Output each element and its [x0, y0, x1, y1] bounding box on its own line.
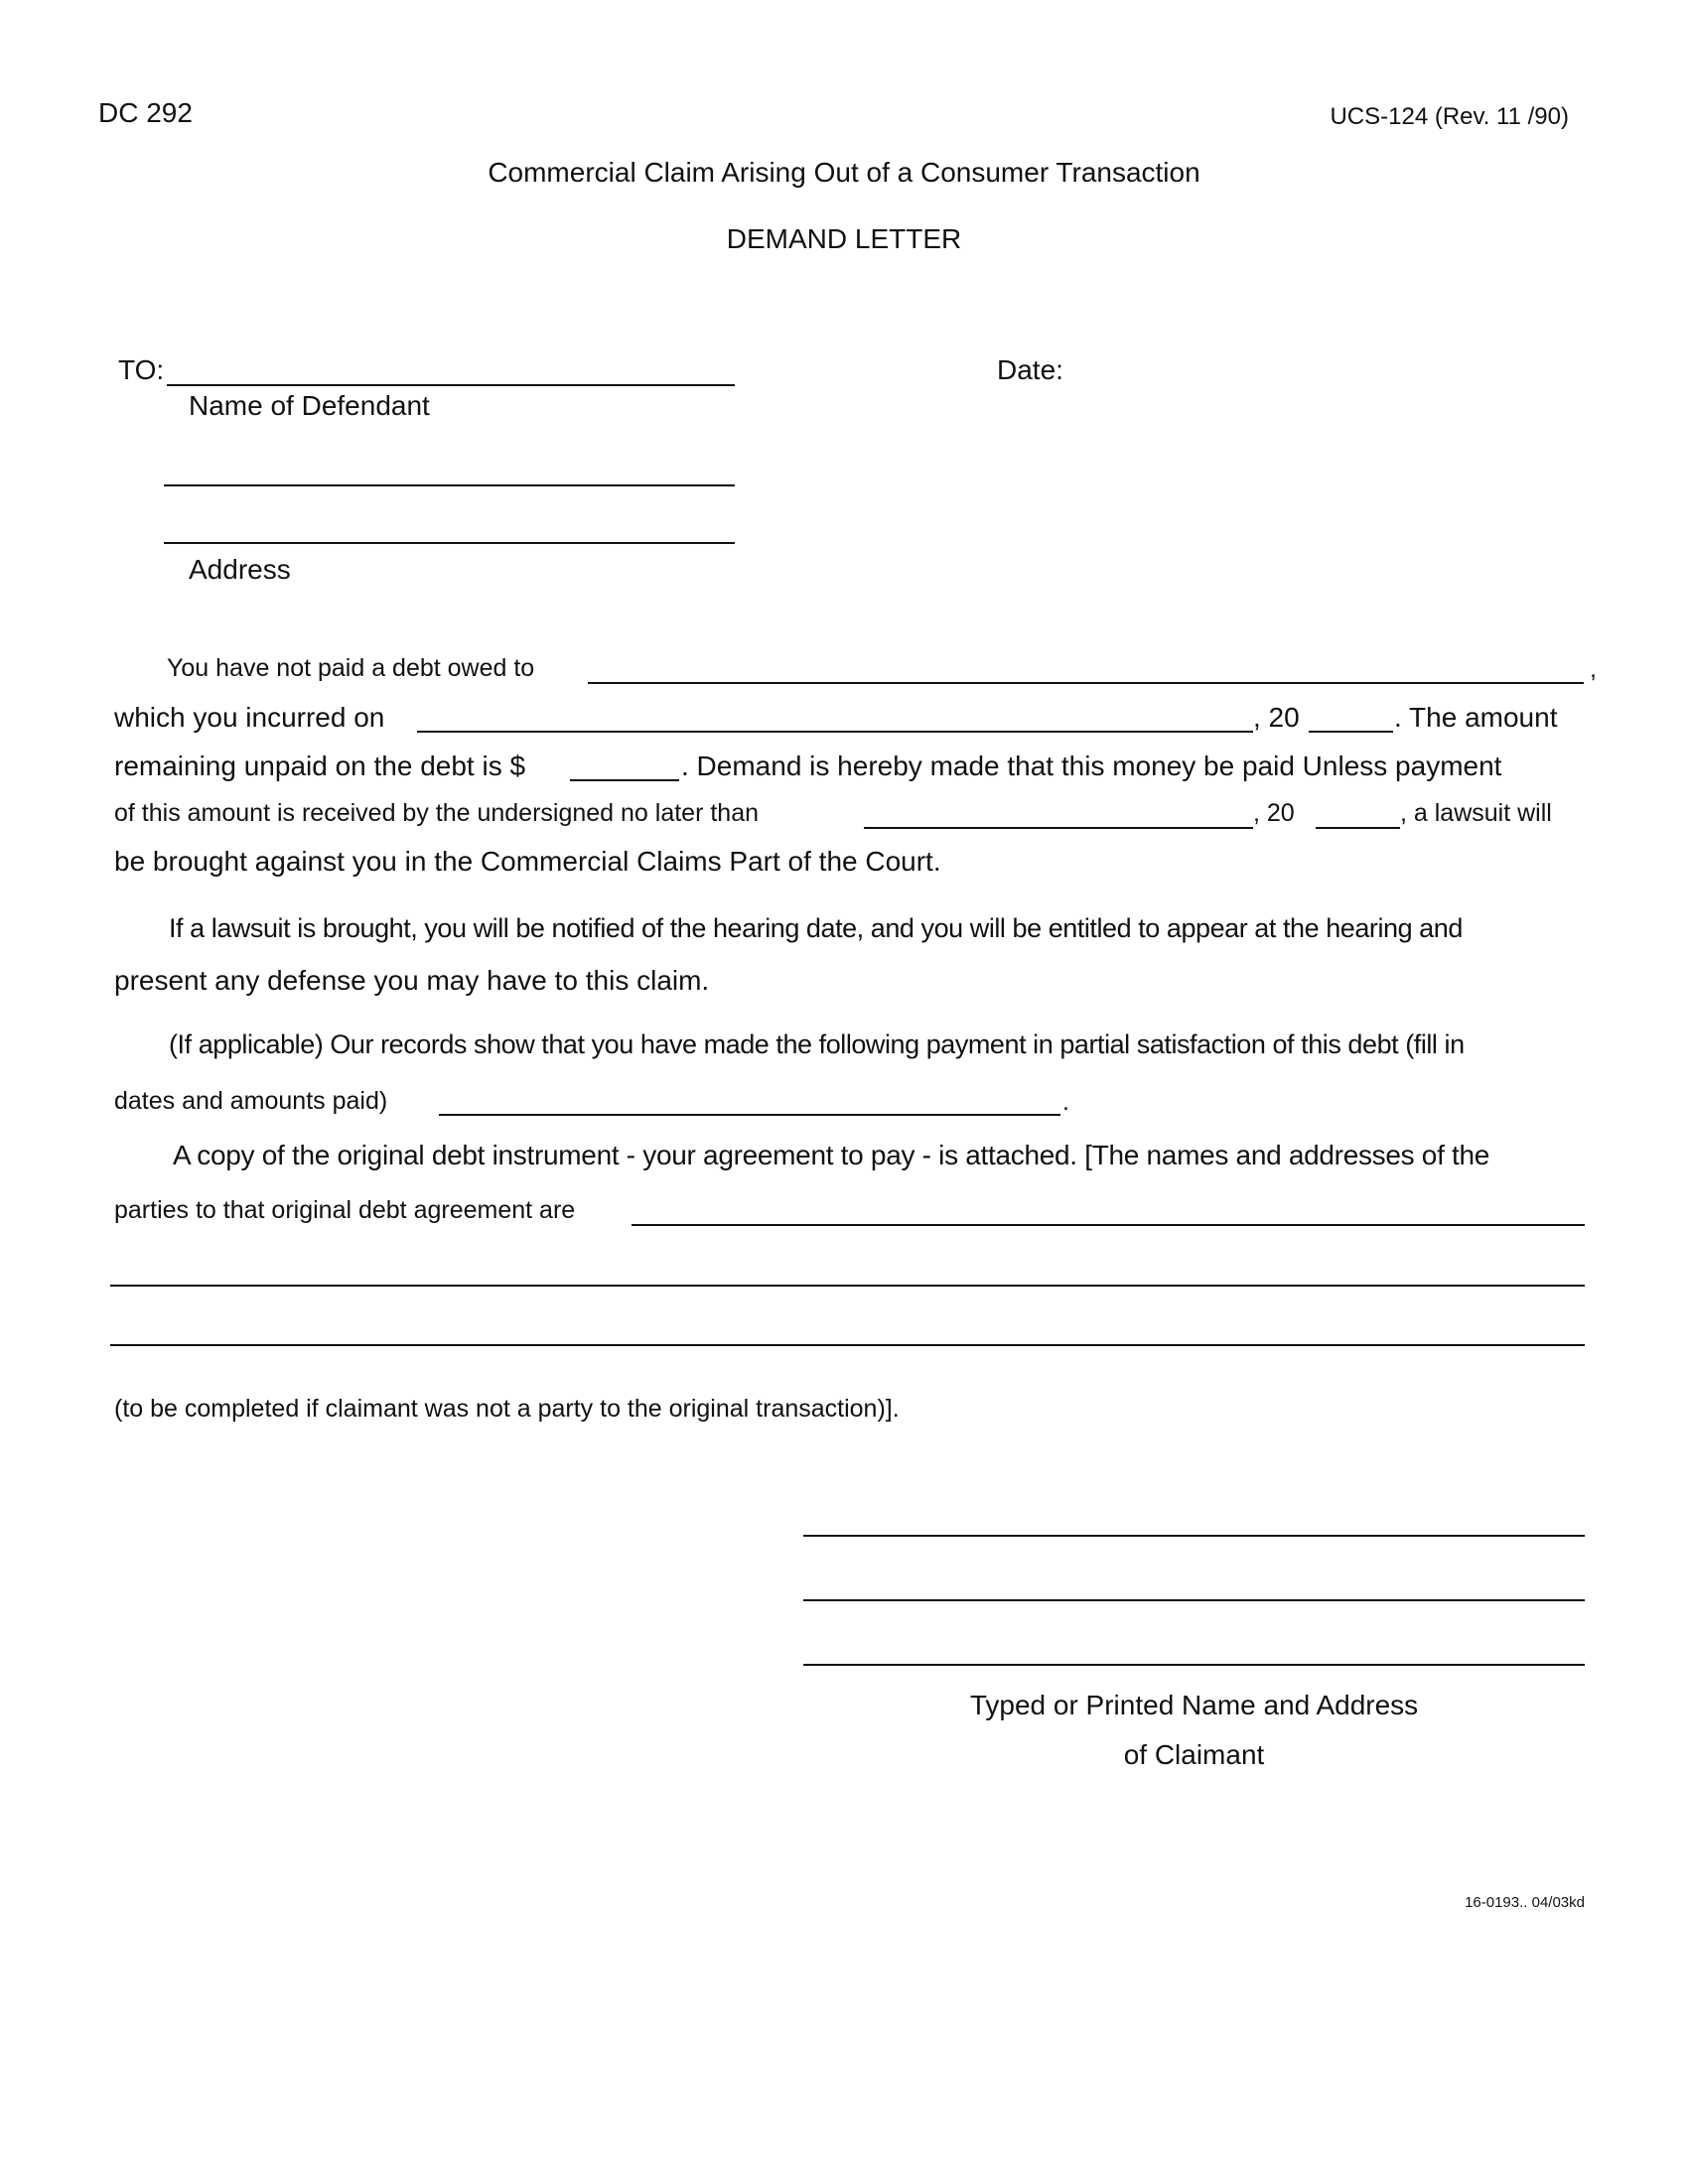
claimant-line2-field[interactable] [803, 1599, 1585, 1601]
incurred-year-field[interactable] [1309, 731, 1393, 733]
deadline-year-field[interactable] [1316, 827, 1400, 829]
payments-period: . [1062, 1088, 1069, 1116]
incurred-date-field[interactable] [417, 731, 1253, 733]
deadline-text: of this amount is received by the undersigned no later than [114, 799, 760, 827]
claimant-caption-line2: of Claimant [1123, 1739, 1265, 1770]
amount-text: . The amount [1394, 702, 1558, 733]
unpaid-amount-text: remaining unpaid on the debt is $ [114, 751, 526, 781]
claimant-caption-line1: Typed or Printed Name and Address [969, 1690, 1419, 1720]
debt-owed-comma: , [1590, 655, 1597, 683]
incurred-year-prefix: , 20 [1253, 702, 1300, 733]
claimant-note-text: (to be completed if claimant was not a party to the original transaction)]. [114, 1395, 900, 1423]
form-title: Commercial Claim Arising Out of a Consumer Transaction [488, 157, 1200, 188]
parties-text: parties to that original debt agreement are [114, 1196, 576, 1224]
defendant-address-line2-field[interactable] [164, 542, 735, 544]
form-subtitle: DEMAND LETTER [726, 223, 962, 254]
claimant-line3-field[interactable] [803, 1664, 1585, 1666]
date-label: Date: [997, 354, 1063, 385]
form-revision: UCS-124 (Rev. 11 /90) [1330, 103, 1569, 130]
deadline-year-prefix: , 20 [1253, 799, 1295, 827]
parties-field-line1[interactable] [632, 1224, 1585, 1226]
defense-text: present any defense you may have to this claim. [114, 965, 710, 996]
address-caption: Address [189, 554, 291, 585]
form-code: DC 292 [98, 97, 193, 128]
court-text: be brought against you in the Commercial Claims Part of the Court. [114, 846, 941, 877]
lawsuit-notice-text: If a lawsuit is brought, you will be notified of the hearing date, and you will be entitled to appear at the hearing and [169, 913, 1463, 943]
footer-code: 16-0193.. 04/03kd [1465, 1894, 1585, 1911]
incurred-on-text: which you incurred on [114, 702, 385, 733]
creditor-name-field[interactable] [588, 682, 1584, 684]
defendant-name-field[interactable] [167, 384, 735, 386]
claimant-line1-field[interactable] [803, 1535, 1585, 1537]
parties-field-line2[interactable] [110, 1285, 1585, 1287]
defendant-address-line1-field[interactable] [164, 484, 735, 486]
payments-field[interactable] [439, 1114, 1060, 1116]
to-label: TO: [118, 354, 165, 385]
demand-text: . Demand is hereby made that this money be paid Unless payment [681, 751, 1502, 781]
parties-field-line3[interactable] [110, 1344, 1585, 1346]
payments-text: (If applicable) Our records show that you have made the following payment in partial satisfaction of this debt (fill in [169, 1029, 1465, 1059]
defendant-name-caption: Name of Defendant [189, 390, 430, 421]
dates-amounts-text: dates and amounts paid) [114, 1087, 388, 1115]
debt-instrument-text: A copy of the original debt instrument - your agreement to pay - is attached. [The names and addresses of the [173, 1140, 1490, 1170]
lawsuit-text: , a lawsuit will [1400, 799, 1552, 827]
deadline-date-field[interactable] [864, 827, 1253, 829]
unpaid-amount-field[interactable] [570, 779, 679, 781]
debt-owed-text: You have not paid a debt owed to [167, 654, 535, 682]
